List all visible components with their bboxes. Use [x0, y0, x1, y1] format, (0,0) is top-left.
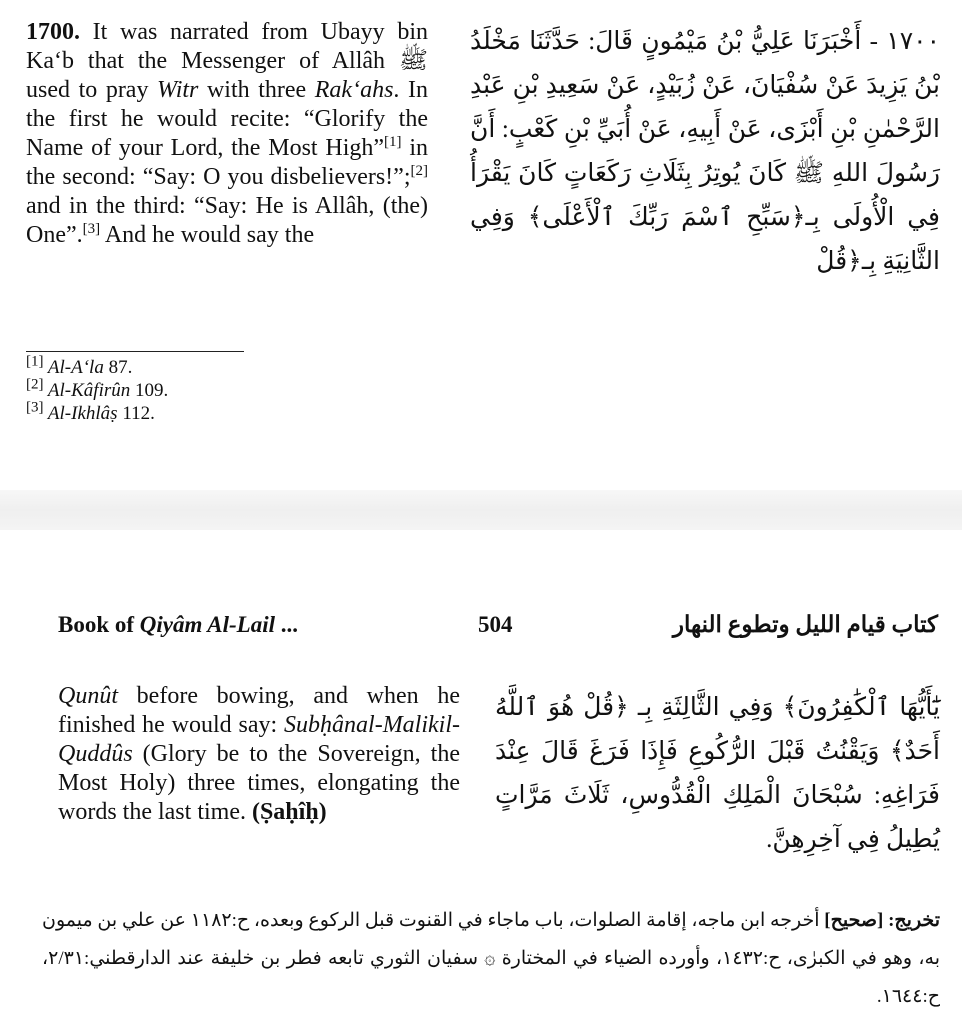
takhrij-label: تخريج: [صحيح]: [824, 910, 940, 931]
page-number: 504: [478, 612, 513, 637]
footnote-2: [26, 376, 169, 402]
english-text-1700: [26, 18, 428, 250]
english-italic: Qunût: [58, 683, 118, 709]
footnote-number: 87.: [103, 357, 133, 378]
hadith-number: 1700.: [26, 19, 80, 45]
header-italic: Qiyâm Al-Lail: [139, 612, 276, 637]
footnote-ref: [1]: [384, 134, 402, 150]
footnote-ref: [2]: [410, 163, 428, 179]
english-span: And he would say the: [100, 222, 315, 248]
english-span: It was narrated from Ubayy bin Ka‘b that the Messenger of Allâh ﷺ used to pray: [26, 19, 428, 103]
arabic-text-1700: ١٧٠٠ - أَخْبَرَنَا عَلِيُّ بْنُ مَيْمُونٍ قَالَ: حَدَّثَنَا مَخْلَدُ بْنُ يَزِيدَ عَنْ سُفْيَانَ، عَنْ زُبَيْدٍ، عَنْ سَعِيدِ بْنِ عَبْدِ الرَّحْمٰنِ بْنِ أَبْزَى، عَنْ أَبِيهِ، عَنْ أُبَيِّ بْنِ كَعْبٍ: أَنَّ رَسُولَ اللهِ ﷺ كَانَ يُوتِرُ بِثَلَاثِ رَكَعَاتٍ كَانَ يَقْرَأُ فِي الْأُولَى بِـ﴿سَبِّحِ ٱسْمَ رَبِّكَ ٱلْأَعْلَى﴾ وَفِي الثَّانِيَةِ بِـ﴿قُلْ: [470, 28, 940, 275]
english-span: and in the third: “Say: He is Allâh, (the) One”.: [26, 193, 428, 248]
takhrij-text: أخرجه ابن ماجه، إقامة الصلوات، باب ماجاء في القنوت قبل الركوع وبعده، ح:١١٨٢ عن علي بن ميمون به، وهو في الكبرٰى، ح:١٤٣٢، وأورده الضياء في المختارة ۞ سفيان الثوري تابعه فطر بن خليفة عند الدارقطني:٢/٣١، ح:١٦٤٤.: [42, 910, 940, 1007]
english-span: in the second: “Say: O you disbelievers!”;: [26, 135, 428, 190]
takhrij-note: [42, 902, 940, 1016]
english-italic: Witr: [157, 77, 199, 103]
footnote-source: Al-Ikhlâṣ: [43, 403, 118, 424]
arabic-text-continued: يَٰٓأَيُّهَا ٱلْكَٰفِرُونَ﴾ وَفِي الثَّالِثَةِ بِـ ﴿قُلْ هُوَ ٱللَّهُ أَحَدٌ﴾ وَيَقْنُتُ قَبْلَ الرُّكُوعِ فَإِذَا فَرَغَ قَالَ عِنْدَ فَرَاغِهِ: سُبْحَانَ الْمَلِكِ الْقُدُّوسِ، ثَلَاثَ مَرَّاتٍ يُطِيلُ فِي آخِرِهِنَّ.: [495, 694, 940, 853]
footnote-source: Al-A‘la: [43, 357, 104, 378]
header-text: ...: [275, 612, 299, 637]
footnotes: [26, 353, 169, 425]
english-text-continued: [58, 682, 460, 827]
header-text: Book of: [58, 612, 140, 637]
footnote-mark: [3]: [26, 399, 44, 416]
english-italic: Subḥânal-Malikil-Quddûs: [58, 712, 460, 767]
english-span: . In the first he would recite: “Glorify the Name of your Lord, the Most High”: [26, 77, 428, 161]
footnote-number: 112.: [117, 403, 155, 424]
footnote-ref: [3]: [82, 221, 101, 237]
page-separator: [0, 490, 962, 530]
running-header-title: [58, 612, 298, 638]
english-span: (Glory be to the Sovereign, the Most Holy) three times, elongating the words the last time.: [58, 741, 460, 825]
footnote-3: [26, 399, 168, 425]
footnote-rule: [26, 351, 244, 352]
hadith-grade: (Ṣaḥîḥ): [251, 799, 327, 825]
english-span: with three: [198, 77, 315, 103]
footnote-1: [26, 353, 168, 379]
english-span: before bowing, and when he finished he would say:: [58, 683, 460, 738]
footnote-mark: [2]: [26, 376, 44, 393]
english-italic: Rak‘ahs: [314, 77, 394, 103]
footnote-number: 109.: [130, 380, 169, 401]
running-header-arabic: كتاب قيام الليل وتطوع النهار: [672, 612, 938, 637]
footnote-mark: [1]: [26, 353, 44, 370]
footnote-source: Al-Kâfirûn: [43, 380, 131, 401]
